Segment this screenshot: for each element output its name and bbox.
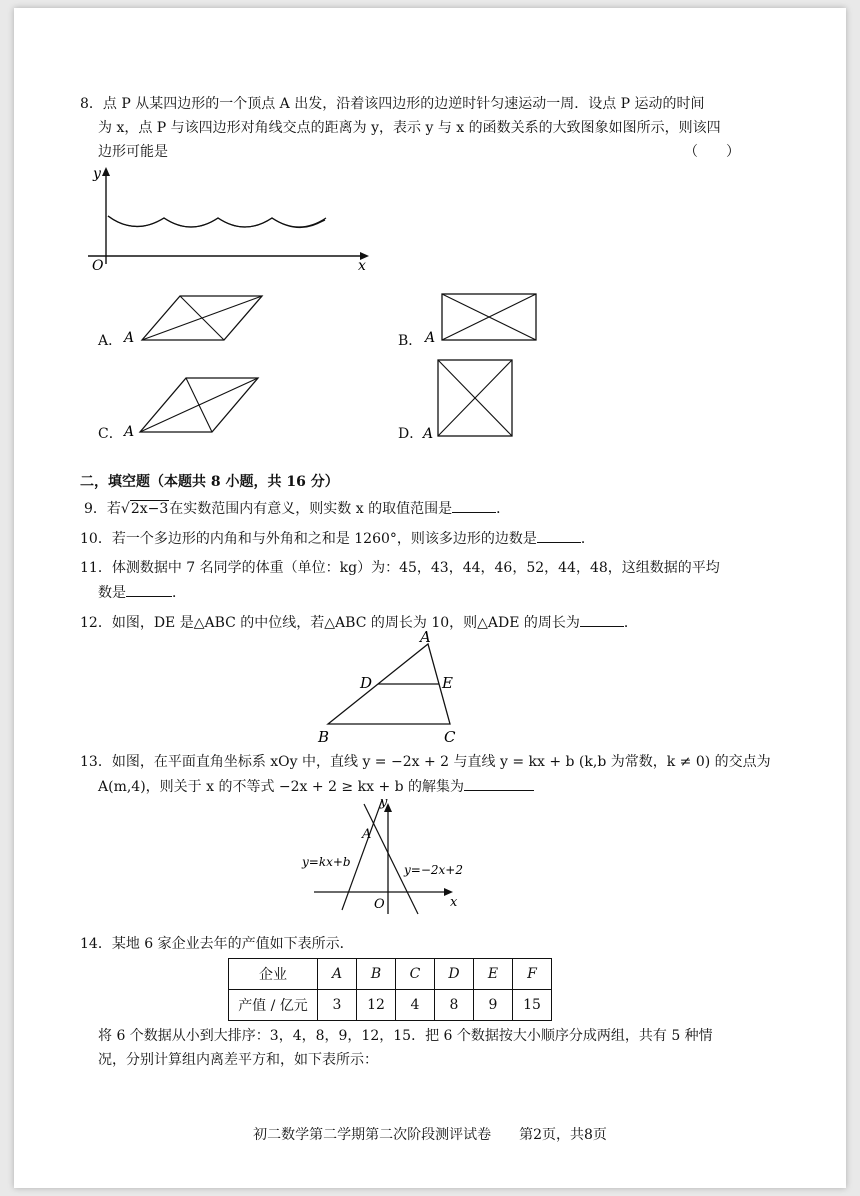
table-cell: C bbox=[396, 959, 435, 990]
q13-line2: A(m,4)，则关于 x 的不等式 −2x + 2 ≥ kx + b 的解集为 bbox=[98, 776, 534, 797]
option-a-letter[interactable]: A． bbox=[98, 333, 123, 349]
q12-label-a: A bbox=[420, 628, 431, 646]
table-cell: 3 bbox=[318, 990, 357, 1021]
q8-answer-paren: （ ） bbox=[684, 144, 740, 160]
option-c-letter[interactable]: C． bbox=[98, 426, 123, 442]
q14-paragraph-1: 将 6 个数据从小到大排序：3，4，8，9，12，15．把 6 个数据按大小顺序分成两组，共有 5 种情 bbox=[98, 1028, 713, 1044]
q12-label-b: B bbox=[318, 728, 330, 746]
option-d-letter[interactable]: D． bbox=[398, 426, 424, 442]
table-cell: A bbox=[318, 959, 357, 990]
q8-graph-y-label: y bbox=[93, 166, 101, 182]
q8-line1: 8．点 P 从某四边形的一个顶点 A 出发，沿着该四边形的边逆时针匀速运动一周．设点 P 运动的时间 bbox=[80, 96, 705, 112]
q12-label-c: C bbox=[444, 728, 456, 746]
q13-label-a: A bbox=[362, 827, 372, 842]
q8-graph-x-label: x bbox=[358, 258, 366, 274]
q12-label-d: D bbox=[360, 674, 373, 692]
table-row bbox=[229, 959, 552, 990]
q13-label-o: O bbox=[374, 897, 385, 912]
table-cell: 15 bbox=[513, 990, 552, 1021]
table-cell: 企业 bbox=[229, 959, 318, 990]
table-cell: 9 bbox=[474, 990, 513, 1021]
q8-function-graph bbox=[80, 164, 380, 274]
table-cell: D bbox=[435, 959, 474, 990]
q10-blank[interactable] bbox=[537, 528, 581, 543]
q13-label-y: y bbox=[380, 795, 388, 810]
q11-blank[interactable] bbox=[126, 582, 172, 597]
q14-value-table bbox=[228, 958, 552, 1021]
option-c-vertex: A bbox=[124, 424, 135, 440]
q11-line2: 数是 ． bbox=[98, 582, 186, 603]
table-row bbox=[229, 990, 552, 1021]
page-footer: 初二数学第二学期第二次阶段测评试卷 第2页，共8页 bbox=[253, 1127, 607, 1143]
table-cell: 8 bbox=[435, 990, 474, 1021]
q9-radicand: 2x−3 bbox=[130, 501, 169, 517]
q14-paragraph-2: 况，分别计算组内离差平方和，如下表所示： bbox=[98, 1052, 378, 1068]
q9-text: 9．若√2x−3在实数范围内有意义，则实数 x 的取值范围是 ． bbox=[84, 498, 510, 519]
q11-line1: 11．体测数据中 7 名同学的体重（单位：kg）为：45，43，44，46，52，44，48，这组数据的平均 bbox=[80, 560, 720, 576]
option-b-vertex: A bbox=[425, 330, 436, 346]
q12-text: 12．如图，DE 是△ABC 的中位线，若△ABC 的周长为 10，则△ADE 的周长为 ． bbox=[80, 612, 638, 633]
q8-line3: 边形可能是 bbox=[98, 144, 168, 160]
table-cell: 产值 / 亿元 bbox=[229, 990, 318, 1021]
option-b-letter[interactable]: B． bbox=[398, 333, 423, 349]
q12-label-e: E bbox=[442, 674, 453, 692]
q13-coordinate-figure bbox=[300, 796, 470, 918]
table-cell: E bbox=[474, 959, 513, 990]
option-b-rectangle bbox=[420, 290, 550, 350]
table-cell: B bbox=[357, 959, 396, 990]
table-cell: F bbox=[513, 959, 552, 990]
option-a-parallelogram bbox=[120, 290, 270, 350]
option-a-vertex: A bbox=[124, 330, 135, 346]
q8-graph-origin-label: O bbox=[92, 258, 104, 274]
option-d-square bbox=[420, 354, 530, 444]
table-cell: 4 bbox=[396, 990, 435, 1021]
section-2-title: 二，填空题（本题共 8 小题，共 16 分） bbox=[80, 474, 339, 490]
table-cell: 12 bbox=[357, 990, 396, 1021]
q12-triangle-figure bbox=[310, 628, 470, 746]
q10-text: 10．若一个多边形的内角和与外角和之和是 1260°，则该多边形的边数是 ． bbox=[80, 528, 595, 549]
q9-blank[interactable] bbox=[452, 498, 496, 513]
q13-label-x: x bbox=[450, 895, 458, 910]
q13-blank[interactable] bbox=[464, 776, 534, 791]
q13-line1: 13．如图，在平面直角坐标系 xOy 中，直线 y = −2x + 2 与直线 y = kx + b (k,b 为常数，k ≠ 0) 的交点为 bbox=[80, 754, 771, 770]
option-d-vertex: A bbox=[423, 426, 434, 442]
q14-intro: 14．某地 6 家企业去年的产值如下表所示． bbox=[80, 936, 354, 952]
q13-label-line-kxb: y=kx+b bbox=[302, 855, 351, 869]
q13-label-line-neg2x: y=−2x+2 bbox=[404, 863, 463, 877]
option-c-rhombus bbox=[120, 372, 270, 442]
q8-line2: 为 x，点 P 与该四边形对角线交点的距离为 y，表示 y 与 x 的函数关系的大致图象如图所示，则该四 bbox=[98, 120, 721, 136]
q12-blank[interactable] bbox=[580, 612, 624, 627]
